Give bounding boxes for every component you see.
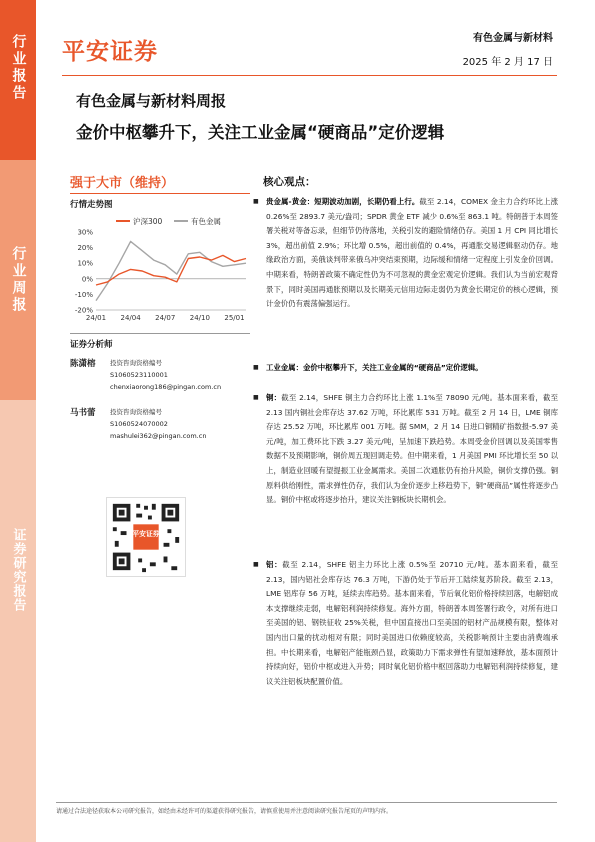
y-tick-label: 20% — [77, 244, 93, 253]
header-divider — [62, 75, 557, 76]
sidebar — [0, 0, 36, 842]
report-title: 金价中枢攀升下，关注工业金属“硬商品”定价逻辑 — [76, 123, 445, 142]
trend-chart-title: 行情走势图 — [70, 200, 113, 210]
x-tick-label: 24/04 — [120, 314, 141, 322]
x-tick-label: 24/01 — [85, 314, 107, 322]
paragraph-heading: 贵金属-黄金：短期波动加剧，长期仍看上行。 — [266, 197, 420, 206]
paragraph-gold — [253, 195, 558, 312]
bullet-icon: ■ — [253, 394, 259, 401]
trend-chart — [66, 212, 254, 326]
paragraph-copper — [253, 391, 558, 508]
x-tick-label: 25/01 — [224, 314, 245, 322]
y-tick-label: -20% — [74, 306, 93, 315]
legend-label: 有色金属 — [191, 217, 221, 226]
analyst-email[interactable]: chenxiaorong186@pingan.com.cn — [110, 383, 222, 391]
analyst-name: 陈潇榕 — [70, 359, 96, 369]
analyst-email[interactable]: mashulei362@pingan.com.cn — [110, 432, 207, 440]
company-logo: 平安证券 — [62, 39, 158, 65]
rating-divider — [70, 193, 250, 194]
sidebar-weekly-report — [0, 160, 36, 400]
paragraph-body: 截至 2.14，SHFE 铝主力环比上涨 0.5%至 20710 元/吨。基本面来看，截至 2.13，国内铝社会库存达 76.3 万吨，下游仍处于节后开工陆续复苏阶段。截至 2.13，LME 铝库存 56 万吨，延续去库趋势。基本面来看，节后氧化铝价格持续回落，电解铝成本支撑继续走弱，电解铝利润持续修复。海外方面，特朗普本周签署行政令，对所有进口至美国的铝、钢铁征收 25%关税，但中国直接出口至美国的铝材产品规模有限，整体对国内出口量的扰动相对有限；同时美国进口依赖度较高，关税影响预计主要由消费端承担。中长期来看，电解铝产能瓶颈凸显，政策助力下需求弹性有望加速释放，基本面预计持续向好，铝价中枢或进入升势；同时氧化铝价格中枢回落助力电解铝利润持续修复，建议关注铝板块配置价值。 — [266, 560, 558, 686]
analyst-cert-label: 投资咨询资格编号 — [110, 359, 162, 367]
x-tick-label: 24/10 — [189, 314, 210, 322]
key-points-title: 核心观点： — [263, 176, 316, 188]
sidebar-label-1: 行业报告 — [10, 34, 27, 102]
analyst-cert-label: 投资咨询资格编号 — [110, 408, 162, 416]
sidebar-label-2: 行业周报 — [10, 246, 27, 314]
rating-label: 强于大市（维持） — [70, 176, 175, 191]
report-subtitle: 有色金属与新材料周报 — [76, 92, 227, 110]
analyst-name: 马书蕾 — [70, 408, 96, 418]
analyst-divider — [70, 333, 250, 334]
footer-disclaimer: 请通过合法途径获取本公司研究报告，如经由未经许可的渠道获得研究报告，请慎重使用并注意阅读研究报告尾页的声明内容。 — [56, 808, 393, 815]
bullet-icon: ■ — [253, 561, 259, 568]
paragraph-industrial-metals — [253, 361, 558, 376]
qr-logo-text: 平安证券 — [132, 530, 160, 539]
header-date: 2025 年 2 月 17 日 — [462, 57, 553, 68]
sidebar-industry-report — [0, 0, 36, 160]
sidebar-label-3: 证券研究报告 — [10, 528, 26, 612]
analyst-section-title: 证券分析师 — [70, 340, 113, 350]
footer-divider — [56, 802, 557, 803]
bullet-icon: ■ — [253, 364, 259, 371]
analyst-cert-number: S1060524070002 — [110, 420, 168, 428]
paragraph-heading: 铝： — [266, 560, 283, 569]
paragraph-aluminum — [253, 558, 558, 689]
x-tick-label: 24/07 — [155, 314, 176, 322]
series-line — [96, 241, 246, 300]
header-info — [463, 29, 553, 68]
analyst-cert-number: S1060523110001 — [110, 371, 168, 379]
header-category: 有色金属与新材料 — [473, 33, 553, 44]
paragraph-body: 截至 2.14，SHFE 铜主力合约环比上涨 1.1%至 78090 元/吨。基本面来看，截至 2.13 国内铜社会库存达 37.62 万吨，环比累库 531 万吨。截至 2 月 14 日，LME 铜库存达 25.52 万吨，环比累库 001 万吨。据 SMM，2 月 14 日进口铜精矿指数报-5.97 美元/吨，加工费环比下跌 3.27 美元/吨，呈加速下跌趋势。本周受金价回调以及美国零售数据不及预期影响，铜价周五现回调走势。但中期来看，1 月美国 PMI 环比增长至 50 以上，制造业回暖有望提振工业金属需求。美国二次通胀仍有抬升风险，铜价支撑仍强。铜原料供给刚性，需求弹性仍存，我们认为金价逐步上移趋势下，铜“硬商品”属性将逐步凸显。铜价中枢或将逐步抬升，建议关注铜板块长期机会。 — [266, 393, 558, 505]
legend-label: 沪深300 — [133, 217, 163, 226]
paragraph-body: 截至 2.14，COMEX 金主力合约环比上涨 0.26%至 2893.7 美元/盎司；SPDR 黄金 ETF 减少 0.6%至 863.1 吨。特朗普于本周签署关税对等备忘录，但细节仍待落地，关税引发的避险情绪仍存。美国 1 月 CPI 同比增长 3%，超出前值 2.9%；环比增 0.5%，超出前值的 0.4%，再通胀交易逻辑驱动仍存。地缘政治方面，美俄谈判带来俄乌冲突结束预期，边际缓和情绪一定程度上引发金价回调。中期来看，特朗普政策不确定性仍为不可忽视的黄金宏观定价逻辑。我们认为当前宏观背景下，同时美国再通胀预期以及长期美元信用边际走弱仍为黄金长期定价的核心逻辑，预计金价仍有震荡偏强运行。 — [266, 197, 558, 309]
y-tick-label: 30% — [77, 228, 93, 237]
sidebar-securities-research — [0, 400, 36, 842]
paragraph-heading: 铜： — [266, 393, 282, 402]
y-tick-label: -10% — [74, 290, 93, 299]
bullet-icon: ■ — [253, 198, 259, 205]
qr-code[interactable] — [106, 497, 186, 577]
paragraph-heading: 工业金属：金价中枢攀升下，关注工业金属的“硬商品”定价逻辑。 — [266, 363, 483, 372]
y-tick-label: 0% — [81, 275, 93, 284]
y-tick-label: 10% — [77, 259, 93, 268]
